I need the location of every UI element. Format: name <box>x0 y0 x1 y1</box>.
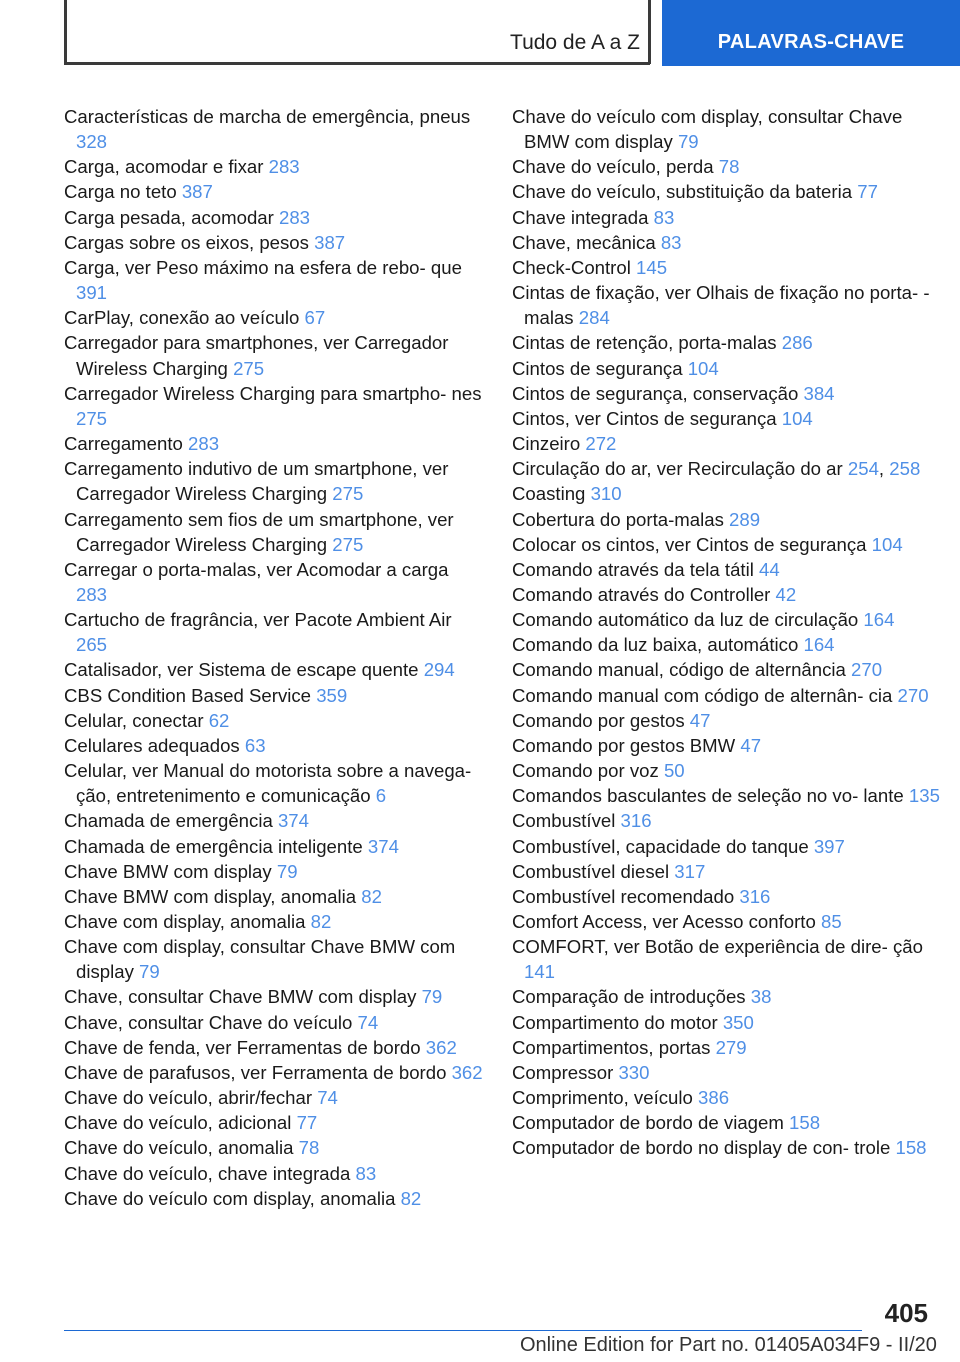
index-entry <box>512 406 942 431</box>
index-term: Cinzeiro <box>512 433 586 455</box>
index-term: Cintas de fixação, ver Olhais de fixação no porta- -malas <box>512 282 930 329</box>
page-reference-link[interactable]: 275 <box>332 533 364 555</box>
page-reference-link[interactable]: 350 <box>722 1011 754 1033</box>
index-entry <box>64 884 484 909</box>
index-entry <box>64 431 484 456</box>
page-reference-link[interactable]: 74 <box>357 1011 379 1033</box>
page-reference-link[interactable]: 270 <box>851 659 883 681</box>
page-reference-link[interactable]: 77 <box>296 1112 318 1134</box>
page-reference-link[interactable]: 316 <box>739 885 771 907</box>
index-entry <box>512 733 942 758</box>
index-term: Comando manual com código de alternân‐ cia <box>512 684 898 706</box>
index-entry <box>512 607 942 632</box>
page-reference-link[interactable]: 104 <box>781 407 813 429</box>
index-term: Chave do veículo, substituição da bateria <box>512 181 858 203</box>
page-reference-link[interactable]: 74 <box>317 1087 338 1109</box>
page-reference-link[interactable]: 78 <box>718 156 740 178</box>
page-reference-link[interactable]: 6 <box>375 785 387 807</box>
header-separator <box>648 0 651 64</box>
index-entry <box>512 431 942 456</box>
index-term: Check-Control <box>512 256 637 278</box>
page-reference-link[interactable]: 374 <box>277 810 309 832</box>
page-reference-link[interactable]: 141 <box>524 961 556 983</box>
page-reference-link[interactable]: 330 <box>618 1061 650 1083</box>
index-term: Cintos de segurança, conservação <box>512 382 804 404</box>
index-term: Comando por voz <box>512 760 664 782</box>
page-reference-link[interactable]: 284 <box>578 307 610 329</box>
index-entry <box>512 859 942 884</box>
index-term: Celular, conectar <box>64 709 209 731</box>
page-reference-link[interactable]: 254 <box>847 458 879 480</box>
index-term: Compressor <box>512 1061 619 1083</box>
index-entry <box>512 1060 942 1085</box>
index-entry <box>512 632 942 657</box>
page-reference-link[interactable]: 387 <box>314 231 346 253</box>
index-entry <box>64 507 484 557</box>
index-term: Carga, acomodar e fixar <box>64 156 269 178</box>
index-entry <box>64 330 484 380</box>
index-term: Carga pesada, acomodar <box>64 206 279 228</box>
index-entry <box>512 783 942 808</box>
page-reference-link[interactable]: 328 <box>76 131 108 153</box>
index-entry <box>512 230 942 255</box>
index-entry <box>64 1110 484 1135</box>
index-entry <box>64 104 484 154</box>
index-entry <box>512 834 942 859</box>
index-term: Comando por gestos <box>512 709 690 731</box>
page-reference-link[interactable]: 397 <box>813 835 845 857</box>
page-reference-link[interactable]: 77 <box>857 181 878 203</box>
index-term: Circulação do ar, ver Recirculação do ar <box>512 458 848 480</box>
page-reference-link[interactable]: 164 <box>803 634 835 656</box>
page-reference-link[interactable]: 158 <box>789 1112 821 1134</box>
index-term: Comando através do Controller <box>512 583 776 605</box>
index-term: Chave do veículo com display, anomalia <box>64 1187 401 1209</box>
page-reference-link[interactable]: 362 <box>451 1061 483 1083</box>
index-term: Chave, consultar Chave BMW com display <box>64 986 422 1008</box>
index-term: Cobertura do porta-malas <box>512 508 730 530</box>
page-reference-link[interactable]: 47 <box>689 709 711 731</box>
index-entry <box>512 280 942 330</box>
index-term: Computador de bordo de viagem <box>512 1112 790 1134</box>
page-reference-link[interactable]: 47 <box>740 734 762 756</box>
page-reference-link[interactable]: 283 <box>76 583 108 605</box>
index-entry <box>64 733 484 758</box>
index-term: Cintos de segurança <box>512 357 688 379</box>
tab-keywords[interactable]: PALAVRAS-CHAVE <box>662 0 960 66</box>
index-term: Cintos, ver Cintos de segurança <box>512 407 782 429</box>
index-term: Chave integrada <box>512 206 654 228</box>
index-term: Chave do veículo, anomalia <box>64 1137 299 1159</box>
index-term: Comandos basculantes de seleção no vo‐ lante <box>512 785 909 807</box>
index-entry <box>64 909 484 934</box>
page-reference-link[interactable]: 38 <box>750 986 772 1008</box>
page-reference-link[interactable]: 82 <box>310 911 332 932</box>
index-term: Chave BMW com display, anomalia <box>64 885 362 907</box>
index-entry <box>64 381 484 431</box>
page-reference-link[interactable]: 83 <box>660 231 682 253</box>
index-term: Carregamento sem fios de um smartphone, ver Carregador Wireless Charging <box>64 508 454 555</box>
index-entry <box>64 934 484 984</box>
index-entry: Circulação do ar, ver Recirculação do ar 254, 258 <box>512 458 921 480</box>
header-left-rule <box>64 0 67 64</box>
header-bottom-rule <box>64 62 650 65</box>
index-entry <box>512 582 942 607</box>
index-entry <box>512 808 942 833</box>
page-reference-link[interactable]: 387 <box>181 181 213 203</box>
index-term: Comando da luz baixa, automático <box>512 634 804 656</box>
index-entry <box>512 934 942 984</box>
index-entry <box>512 1085 942 1110</box>
footer-edition: Online Edition for Part no. 01405A034F9 - II/20 <box>520 1334 937 1356</box>
index-entry <box>64 1035 484 1060</box>
page-reference-link[interactable]: 78 <box>298 1137 320 1159</box>
page-reference-link[interactable]: 317 <box>674 860 706 882</box>
index-entry <box>512 657 942 682</box>
index-term: Cintas de retenção, porta-malas <box>512 332 782 354</box>
page-reference-link[interactable]: 294 <box>423 659 455 681</box>
index-term: Chave com display, consultar Chave BMW com display <box>64 936 456 983</box>
index-entry <box>64 808 484 833</box>
page-reference-link[interactable]: 79 <box>677 131 699 153</box>
index-entry <box>64 607 484 657</box>
index-term: Combustível <box>512 810 621 832</box>
index-term: Chave, consultar Chave do veículo <box>64 1011 358 1033</box>
index-entry <box>64 1010 484 1035</box>
index-term: Características de marcha de emergência, pneus <box>64 106 471 127</box>
page-reference-link[interactable]: 384 <box>803 382 835 404</box>
index-entry <box>64 1060 484 1085</box>
index-term: Compartimento do motor <box>512 1011 723 1033</box>
page-reference-link[interactable]: 158 <box>895 1137 927 1159</box>
page-reference-link[interactable]: 67 <box>304 307 326 329</box>
page-reference-link[interactable]: 62 <box>208 709 230 731</box>
index-entry <box>512 255 942 280</box>
index-term: Comando por gestos BMW <box>512 734 741 756</box>
page-reference-link[interactable]: 316 <box>620 810 652 832</box>
page-reference-link[interactable]: 362 <box>425 1036 457 1058</box>
index-entry <box>64 708 484 733</box>
index-column-right <box>512 104 942 1161</box>
index-entry <box>512 884 942 909</box>
index-entry <box>512 179 942 204</box>
page-reference-link[interactable]: 79 <box>139 961 160 983</box>
index-entry <box>64 683 484 708</box>
page-reference-link[interactable]: 283 <box>188 433 220 455</box>
index-term: Chave com display, anomalia <box>64 911 311 932</box>
index-term: CBS Condition Based Service <box>64 684 317 706</box>
index-entry <box>512 154 942 179</box>
index-term: Chave do veículo, abrir/fechar <box>64 1087 318 1109</box>
index-term: Chave do veículo, perda <box>512 156 719 178</box>
index-term: Carregamento <box>64 433 189 455</box>
index-entry <box>512 758 942 783</box>
index-entry <box>64 859 484 884</box>
index-entry <box>64 230 484 255</box>
index-entry <box>64 456 484 506</box>
index-entry <box>512 1035 942 1060</box>
index-entry <box>512 205 942 230</box>
index-term: Chave BMW com display <box>64 860 277 882</box>
index-entry <box>64 1135 484 1160</box>
index-entry <box>64 1085 484 1110</box>
index-entry <box>512 683 942 708</box>
index-entry <box>512 1010 942 1035</box>
page-reference-link[interactable]: 272 <box>585 433 617 455</box>
index-term: Carregar o porta-malas, ver Acomodar a carga <box>64 558 449 580</box>
index-term: Compartimentos, portas <box>512 1036 716 1058</box>
index-term: Chave do veículo, chave integrada <box>64 1162 356 1184</box>
page-reference-link[interactable]: 42 <box>775 583 797 605</box>
index-term: Catalisador, ver Sistema de escape quente <box>64 659 424 681</box>
index-entry <box>64 1186 484 1211</box>
index-entry <box>64 154 484 179</box>
index-term: Comando através da tela tátil <box>512 558 760 580</box>
index-entry <box>64 255 484 305</box>
index-term: Chave, mecânica <box>512 231 661 253</box>
page-number: 405 <box>884 1298 928 1328</box>
page-reference-link[interactable]: 283 <box>279 206 311 228</box>
index-term: Chave de parafusos, ver Ferramenta de bordo <box>64 1061 452 1083</box>
index-entry <box>512 481 942 506</box>
index-entry <box>64 657 484 682</box>
page-reference-link[interactable]: 279 <box>715 1036 747 1058</box>
index-term: Carregador para smartphones, ver Carregador Wireless Charging <box>64 332 449 379</box>
index-term: Coasting <box>512 483 591 505</box>
index-term: Celular, ver Manual do motorista sobre a navega‐ ção, entretenimento e comunicação <box>64 760 472 807</box>
index-entry <box>512 356 942 381</box>
index-entry <box>64 834 484 859</box>
page-reference-link[interactable]: 50 <box>663 760 685 782</box>
index-term: Cargas sobre os eixos, pesos <box>64 231 315 253</box>
index-term: Chave do veículo com display, consultar Chave BMW com display <box>512 106 903 153</box>
index-entry <box>512 1135 942 1160</box>
page-reference-link[interactable]: 386 <box>698 1087 730 1109</box>
index-entry <box>64 205 484 230</box>
index-term: Combustível, capacidade do tanque <box>512 835 814 857</box>
index-term: COMFORT, ver Botão de experiência de dire‐ ção <box>512 936 923 958</box>
page-reference-link[interactable]: 283 <box>268 156 300 178</box>
page-reference-link[interactable]: 359 <box>316 684 348 706</box>
page-reference-link[interactable]: 44 <box>759 558 780 580</box>
page-reference-link[interactable]: 83 <box>653 206 675 228</box>
index-entry <box>512 532 942 557</box>
page-reference-link[interactable]: 270 <box>897 684 929 706</box>
index-entry <box>512 557 942 582</box>
index-term: Colocar os cintos, ver Cintos de segurança <box>512 533 872 555</box>
index-term: Comfort Access, ver Acesso conforto <box>512 911 821 932</box>
index-entry <box>512 330 942 355</box>
index-term: Carga no teto <box>64 181 182 203</box>
page-reference-link[interactable]: 265 <box>76 634 108 656</box>
index-column-left <box>64 104 484 1211</box>
page-reference-link[interactable]: 275 <box>332 483 364 505</box>
index-entry <box>64 557 484 607</box>
page-reference-link[interactable]: 391 <box>76 282 108 304</box>
page-reference-link[interactable]: 275 <box>233 357 265 379</box>
tab-a-to-z[interactable]: Tudo de A a Z <box>510 31 640 54</box>
index-entry <box>512 381 942 406</box>
page-reference-link[interactable]: 258 <box>889 458 921 480</box>
index-term: Chave de fenda, ver Ferramentas de bordo <box>64 1036 426 1058</box>
page-reference-link[interactable]: 289 <box>729 508 761 530</box>
index-term: Comando manual, código de alternância <box>512 659 852 681</box>
index-term: Carga, ver Peso máximo na esfera de rebo‐ que <box>64 256 462 278</box>
index-term: Computador de bordo no display de con‐ trole <box>512 1137 896 1159</box>
index-term: Chave do veículo, adicional <box>64 1112 297 1134</box>
index-term: Comparação de introduções <box>512 986 751 1008</box>
page-reference-link[interactable]: 79 <box>276 860 298 882</box>
page-reference-link[interactable]: 164 <box>863 609 895 631</box>
page-reference-link[interactable]: 104 <box>687 357 719 379</box>
index-term: Comprimento, veículo <box>512 1087 699 1109</box>
index-term: Combustível diesel <box>512 860 675 882</box>
page-reference-link[interactable]: 79 <box>421 986 443 1008</box>
page-reference-link[interactable]: 85 <box>820 911 842 932</box>
index-entry <box>64 179 484 204</box>
page-reference-link[interactable]: 310 <box>590 483 622 505</box>
index-entry <box>64 758 484 808</box>
index-term: Carregamento indutivo de um smartphone, ver Carregador Wireless Charging <box>64 458 449 505</box>
page-reference-link[interactable]: 82 <box>400 1187 422 1209</box>
index-entry <box>64 984 484 1009</box>
index-entry <box>512 1110 942 1135</box>
page-reference-link[interactable]: 82 <box>361 885 382 907</box>
index-term: Cartucho de fragrância, ver Pacote Ambient Air <box>64 609 452 631</box>
page-reference-link[interactable]: 63 <box>244 734 266 756</box>
index-entry <box>512 708 942 733</box>
index-entry <box>512 507 942 532</box>
index-term: Celulares adequados <box>64 734 245 756</box>
index-entry <box>64 1161 484 1186</box>
index-term: CarPlay, conexão ao veículo <box>64 307 305 329</box>
index-entry <box>512 984 942 1009</box>
index-term: Combustível recomendado <box>512 885 740 907</box>
page-reference-link[interactable]: 83 <box>355 1162 377 1184</box>
page-reference-link[interactable]: 104 <box>871 533 903 555</box>
page-reference-link[interactable]: 374 <box>367 835 399 857</box>
index-term: Carregador Wireless Charging para smartpho‐ nes <box>64 382 482 404</box>
index-entry <box>512 104 942 154</box>
footer-rule <box>64 1330 862 1331</box>
page-reference-link[interactable]: 286 <box>781 332 813 354</box>
index-entry <box>64 305 484 330</box>
index-term: Chamada de emergência inteligente <box>64 835 368 857</box>
page-reference-link[interactable]: 135 <box>908 785 940 807</box>
page-reference-link[interactable]: 145 <box>636 256 668 278</box>
index-term: Chamada de emergência <box>64 810 278 832</box>
index-term: Comando automático da luz de circulação <box>512 609 864 631</box>
page-reference-link[interactable]: 275 <box>76 407 108 429</box>
index-entry <box>512 909 942 934</box>
